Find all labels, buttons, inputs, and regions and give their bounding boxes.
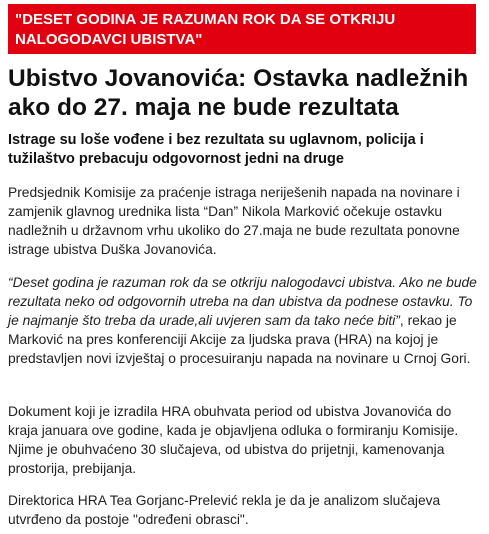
paragraph-3: Dokument koji je izradila HRA obuhvata period od ubistva Jovanovića do kraja januara ove godine, kada je objavljena odluka o formiranju Komisije. Njime je obuhvaćeno 30 slučajeva, od ubistva do prijetnji, kamenovanja prostorija, prebijanja. — [8, 404, 459, 476]
article-headline: Ubistvo Jovanovića: Ostavka nadležnih ako do 27. maja ne bude rezultata — [8, 65, 469, 121]
paragraph-2-rest: , rekao je Marković na pres konferenciji Akcije za ljudska prava (HRA) na kojoj je predstavljen novi izvještaj o procesuiranju napada na novinare u Crnoj Gori. — [8, 313, 471, 366]
kicker-banner: "DESET GODINA JE RAZUMAN ROK DA SE OTKRIJU NALOGODAVCI UBISTVA" — [8, 4, 476, 54]
paragraph-2-quote: “Deset godina je razuman rok da se otkriju nalogodavci ubistva. Ako ne bude rezultata neko od odgovornih utreba na dan ubistva da podnese ostavku. To je najmanje što treba da urade,ali uvjeren sam da tako neće biti” — [8, 275, 477, 328]
paragraph-4: Direktorica HRA Tea Gorjanc-Prelević rekla je da je analizom slučajeva utvrđeno da postoje "određeni obrasci". — [8, 493, 441, 527]
paragraph-2 — [8, 273, 482, 368]
article-lead: Istrage su loše vođene i bez rezultata su uglavnom, policija i tužilaštvo prebacuju odgovornost jedni na druge — [8, 132, 424, 167]
paragraph-1: Predsjednik Komisije za praćenje istraga neriješenih napada na novinare i zamjenik glavnog urednika lista “Dan” Nikola Marković očekuje ostavku nadležnih u državnom vrhu ukoliko do 27.maja ne bude rezultata ponovne istrage ubistva Duška Jovanovića. — [8, 185, 460, 257]
